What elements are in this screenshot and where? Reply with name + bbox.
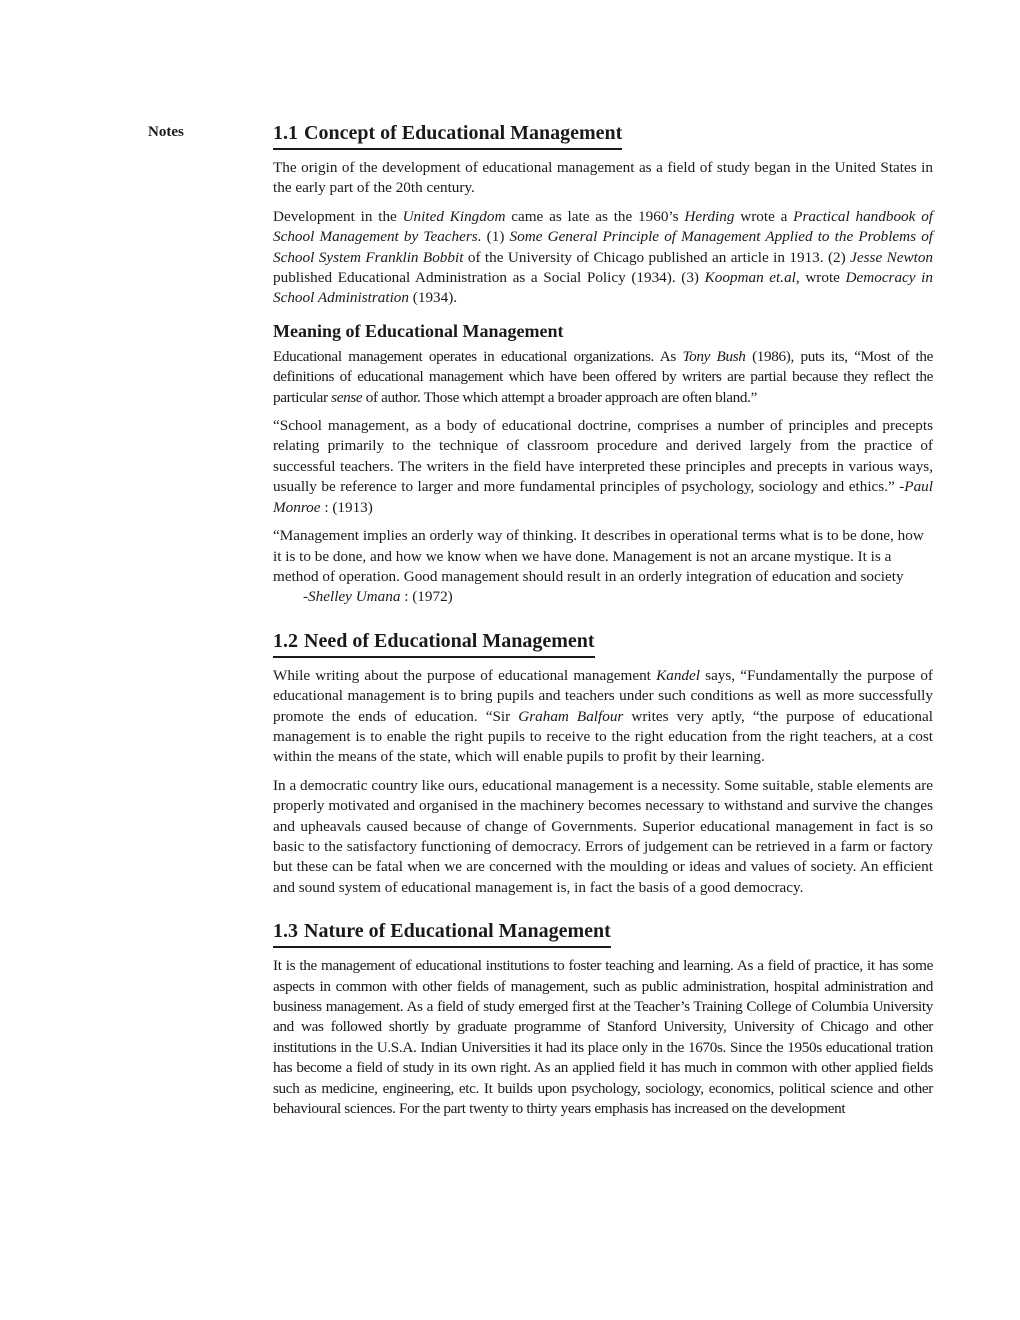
page-content <box>273 120 933 1127</box>
italic-text: Kandel <box>656 666 700 684</box>
italic-text: Tony Bush <box>682 347 746 365</box>
italic-text: Some General Principle of Management Applied to the Problems of School System Franklin Bobbit <box>273 228 934 266</box>
section-1-1-heading <box>273 120 622 150</box>
italic-text: Graham Balfour <box>518 707 624 725</box>
paragraph: It is the management of educational institutions to foster teaching and learning. As a field of practice, it has some aspects in common with other fields of management, such as public administration, hospital administration and business management. As a field of study emerged first at the Teacher’s Training College of Columbia University and was followed shortly by graduate programme of Stanford University, University of Chicago and other institutions in the U.S.A. Indian Universities it had its place only in the 1670s. Since the 1950s educational tration has become a field of study in its own right. As an applied field it has much in common with other applied fields such as medicine, engineering, etc. It builds upon psychology, sociology, economics, political science and other behavioural sciences. For the part twenty to thirty years emphasis has increased on the development <box>273 957 933 1118</box>
section-title: Concept of Educational Management <box>304 122 623 144</box>
text: “School management, as a body of educational doctrine, comprises a number of principles and precepts relating primarily to the technique of classroom procedure and derived largely from the practice of successful teachers. The writers in the field have interpreted these principles and precepts in various ways, usually be reference to larger and more fundamental principles of psychology, sociology and ethics.” <box>273 417 933 496</box>
section-1-3-heading <box>273 918 611 948</box>
text: wrote a <box>734 207 794 225</box>
italic-text: Democracy in School Administration <box>273 269 933 307</box>
text: : (1972) <box>400 588 453 606</box>
text: writes very aptly, “the purpose of educational management is to enable the right pupils to receive to the right education from the right teachers, at a cost within the means of the state, which will enable pupils to profit by their learning. <box>273 707 933 766</box>
text: of the University of Chicago published an article in 1913. (2) <box>463 248 851 266</box>
text: came as late as the 1960’s <box>505 207 685 225</box>
italic-text: -Shelley Umana <box>303 588 401 606</box>
paragraph <box>273 666 933 768</box>
paragraph: In a democratic country like ours, educational management is a necessity. Some suitable, stable elements are properly motivated and organised in the machinery becomes necessary to withstand and survive the changes and upheavals caused because of change of Governments. Superior educational management in fact is so basic to the satisfactory functioning of democracy. Errors of judgement can be retrieved in a farm or factory but these can be fatal when we are concerned with the moulding or ideas and values of society. An efficient and sound system of educational management is, in fact the basis of a good democracy. <box>273 776 933 896</box>
text: While writing about the purpose of educational management <box>273 666 657 684</box>
italic-text: sense <box>331 388 363 406</box>
italic-text: Herding <box>684 207 735 225</box>
text: , wrote <box>795 269 846 287</box>
section-number: 1.1 <box>273 122 298 144</box>
margin-notes-label: Notes <box>148 124 184 140</box>
paragraph <box>273 347 933 408</box>
section-number: 1.2 <box>273 629 298 652</box>
text: : (1913) <box>320 498 373 516</box>
italic-text: United Kingdom <box>402 207 506 225</box>
paragraph: The origin of the development of educational management as a field of study began in the United States in the early part of the 20th century. <box>273 159 933 197</box>
section-title: Need of Educational Management <box>304 629 595 652</box>
section-1-3 <box>273 918 933 948</box>
italic-text: Koopman et.al <box>704 269 796 287</box>
text: Development in the <box>273 207 403 225</box>
text: (1) <box>481 228 510 246</box>
section-title: Nature of Educational Management <box>304 920 611 943</box>
section-1-2 <box>273 628 933 658</box>
text: (1934). <box>409 289 458 307</box>
text: says, “Fundamentally the purpose of educational management is to bring pupils and teachers under such conditions as well as more successfully promote the ends of education. “Sir <box>273 666 933 725</box>
section-1-2-heading <box>273 628 595 658</box>
paragraph <box>273 207 933 309</box>
text: (1986), puts its, “Most of the definitions of educational management which have been offered by writers are partial because they reflect the particular <box>273 347 933 406</box>
text: of author. Those which attempt a broader approach are often bland.” <box>362 388 757 406</box>
text: “Management implies an orderly way of thinking. It describes in operational terms what is to be done, how it is to be done, and how we know when we have done. Management is not an arcane mystique. It is a method of operation. Good management should result in an orderly integration of education and society <box>273 527 924 585</box>
italic-text: Practical handbook of School Management by Teachers. <box>273 207 934 246</box>
paragraph <box>273 416 933 518</box>
text: Educational management operates in educational organizations. As <box>273 347 683 365</box>
section-1-1 <box>273 120 933 150</box>
paragraph <box>273 526 933 608</box>
italic-text: -Paul Monroe <box>273 478 933 516</box>
section-number: 1.3 <box>273 920 298 943</box>
text: published Educational Administration as a Social Policy (1934). (3) <box>273 269 705 287</box>
italic-text: Jesse Newton <box>850 248 934 266</box>
subheading-meaning: Meaning of Educational Management <box>273 320 564 341</box>
